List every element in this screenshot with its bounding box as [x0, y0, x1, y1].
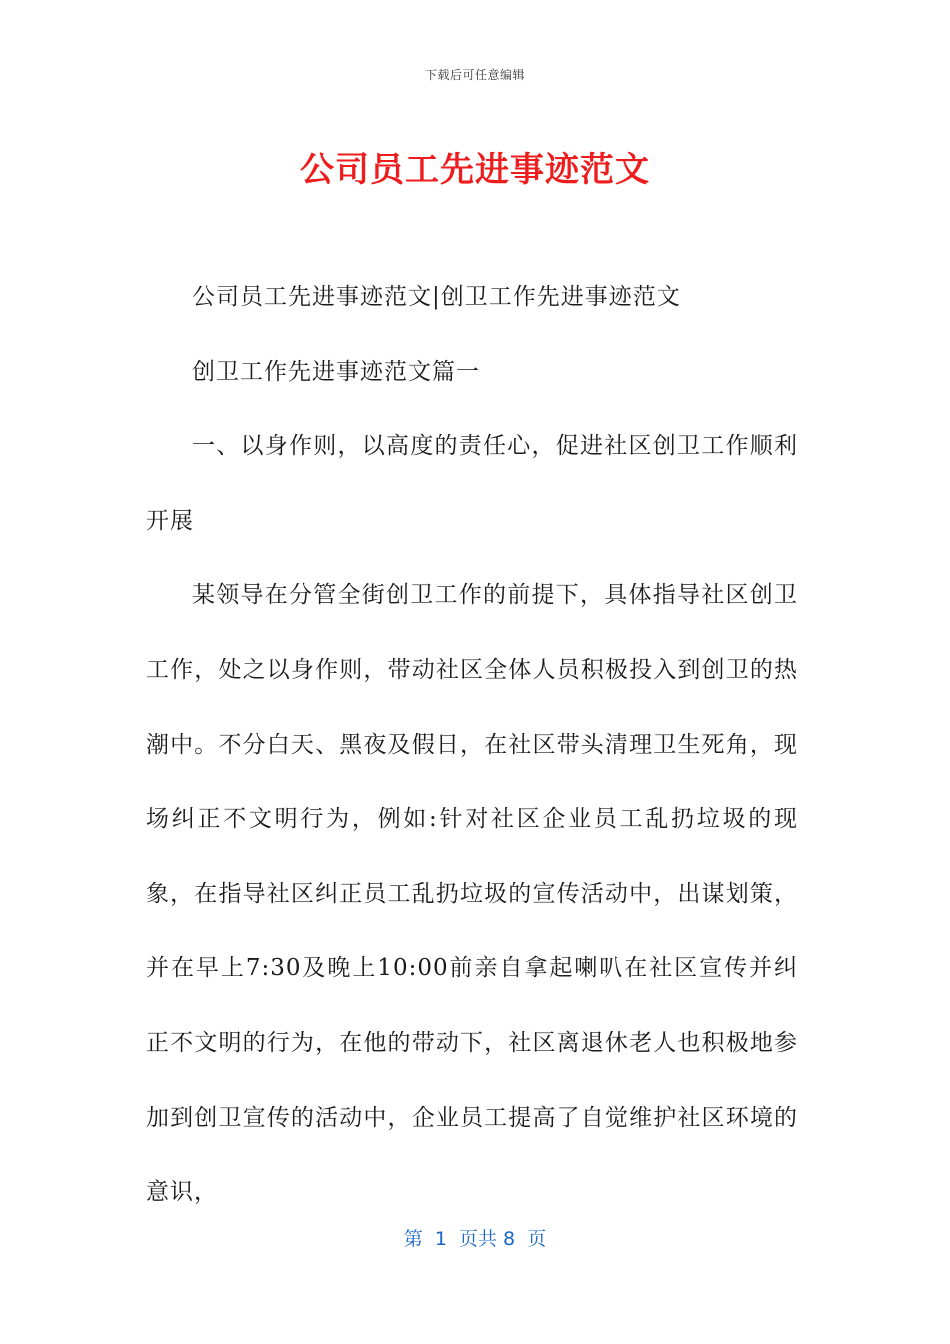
paragraph-heading-one: 一、以身作则，以高度的责任心，促进社区创卫工作顺利开展 — [146, 433, 798, 534]
paragraph-section-title: 创卫工作先进事迹范文篇一 — [192, 358, 480, 385]
paragraph-body: 某领导在分管全街创卫工作的前提下，具体指导社区创卫工作，处之以身作则，带动社区全体人员积极投入到创卫的热潮中。不分白天、黑夜及假日，在社区带头清理卫生死角，现场纠正不文明行为，例如:针对社区企业员工乱扔垃圾的现象，在指导社区纠正员工乱扔垃圾的宣传活动中，出谋划策，并在早上7:30及晚上10:00前亲自拿起喇叭在社区宣传并纠正不文明的行为，在他的带动下，社区离退休老人也积极地参加到创卫宣传的活动中，企业员工提高了自觉维护社区环境的意识， — [146, 582, 798, 1206]
document-body — [146, 260, 798, 1230]
document-title: 公司员工先进事迹范文 — [300, 150, 650, 190]
paragraph-subtitle: 公司员工先进事迹范文|创卫工作先进事迹范文 — [192, 284, 681, 310]
page-number-footer: 第 1 页共 8 页 — [403, 1228, 547, 1250]
header-note: 下载后可任意编辑 — [424, 68, 525, 82]
